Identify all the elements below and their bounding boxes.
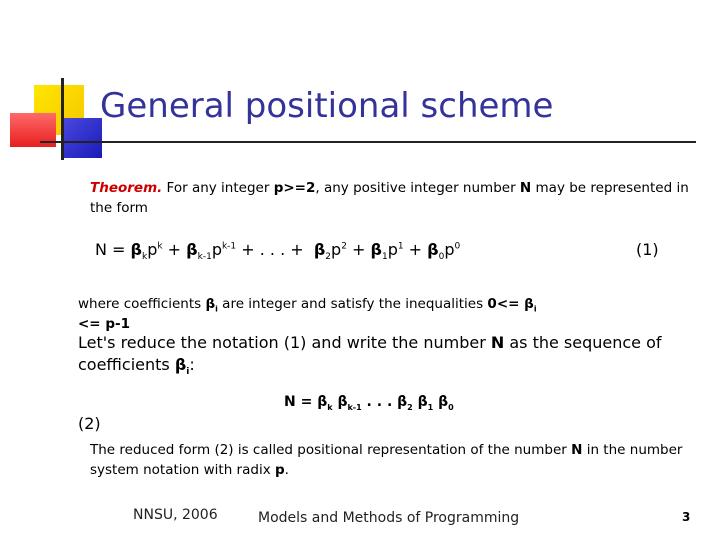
p-symbol: p bbox=[387, 240, 398, 259]
theorem-condition: p>=2 bbox=[273, 180, 316, 196]
formula1-lhs: N = bbox=[95, 240, 131, 259]
superscript: 0 bbox=[454, 241, 461, 252]
plus: + bbox=[403, 240, 428, 259]
reduced-text: . bbox=[284, 462, 289, 478]
formula-1 bbox=[95, 240, 461, 263]
superscript: k-1 bbox=[221, 241, 237, 252]
subscript: 0 bbox=[438, 252, 445, 263]
superscript: 2 bbox=[341, 241, 347, 252]
footer-title: Models and Methods of Programming bbox=[258, 510, 520, 526]
plus: + bbox=[162, 240, 187, 259]
page-number: 3 bbox=[682, 510, 691, 524]
dots: + . . . + bbox=[236, 240, 309, 259]
beta-symbol: β bbox=[417, 394, 428, 410]
where-text: are integer and satisfy the inequalities bbox=[217, 296, 488, 312]
footer-left: NNSU, 2006 bbox=[133, 507, 218, 523]
beta-symbol: β bbox=[370, 240, 382, 259]
theorem-n: N bbox=[519, 180, 532, 196]
subscript: i bbox=[215, 304, 218, 314]
beta-symbol: β bbox=[337, 394, 348, 410]
subscript: k bbox=[327, 402, 333, 412]
beta-symbol: β bbox=[427, 240, 439, 259]
beta-symbol: β bbox=[174, 355, 187, 374]
beta-symbol: β bbox=[438, 394, 449, 410]
formula-2 bbox=[284, 394, 454, 410]
reduced-text: The reduced form (2) is called positional representation of the number bbox=[90, 442, 572, 458]
reduced-p: p bbox=[275, 462, 285, 478]
inequality: <= p-1 bbox=[78, 316, 130, 332]
subscript: 1 bbox=[427, 402, 434, 412]
reduced-text: in the number system notation with radix bbox=[90, 442, 683, 478]
reduce-paragraph bbox=[78, 332, 678, 376]
inequality: 0<= bbox=[487, 296, 525, 312]
p-symbol: p bbox=[444, 240, 455, 259]
theorem-text: may be represented in the form bbox=[90, 180, 689, 216]
reduced-n: N bbox=[571, 442, 583, 458]
reduce-text: as the sequence of coefficients bbox=[78, 333, 662, 374]
beta-symbol: β bbox=[524, 296, 534, 312]
reduce-text: Let's reduce the notation (1) and write the number bbox=[78, 333, 491, 352]
p-symbol: p bbox=[211, 240, 222, 259]
where-text: where coefficients bbox=[78, 296, 206, 312]
theorem-label: Theorem. bbox=[90, 180, 163, 196]
theorem-text: For any integer bbox=[162, 180, 274, 196]
beta-symbol: β bbox=[397, 394, 408, 410]
p-symbol: p bbox=[147, 240, 158, 259]
theorem-paragraph bbox=[90, 178, 690, 218]
where-paragraph bbox=[78, 294, 688, 334]
p-symbol: p bbox=[331, 240, 342, 259]
subscript: i bbox=[186, 367, 190, 378]
formula-1-number: (1) bbox=[636, 240, 659, 259]
beta-symbol: β bbox=[205, 296, 216, 312]
decor-blue-square bbox=[62, 118, 102, 158]
subscript: 1 bbox=[381, 252, 388, 263]
subscript: 0 bbox=[448, 402, 454, 412]
superscript: k bbox=[157, 241, 163, 252]
subscript: k-1 bbox=[347, 402, 362, 412]
dots: . . . bbox=[361, 394, 398, 410]
slide-title: General positional scheme bbox=[100, 86, 554, 126]
subscript: 2 bbox=[325, 252, 332, 263]
subscript: i bbox=[533, 304, 537, 314]
title-underline bbox=[40, 141, 696, 143]
decor-vertical-line bbox=[61, 78, 64, 160]
subscript: 2 bbox=[407, 402, 413, 412]
reduced-paragraph bbox=[90, 440, 690, 480]
reduce-text: : bbox=[189, 355, 195, 374]
beta-symbol: β bbox=[186, 240, 198, 259]
beta-symbol: β bbox=[317, 394, 328, 410]
theorem-text: , any positive integer number bbox=[315, 180, 520, 196]
beta-symbol: β bbox=[130, 240, 142, 259]
superscript: 1 bbox=[397, 241, 404, 252]
beta-symbol: β bbox=[313, 240, 326, 259]
subscript: k bbox=[142, 252, 148, 263]
reduce-n: N bbox=[490, 333, 505, 352]
formula2-lhs: N = bbox=[284, 394, 318, 410]
plus: + bbox=[346, 240, 371, 259]
formula-2-number: (2) bbox=[78, 414, 101, 433]
subscript: k-1 bbox=[197, 252, 212, 263]
